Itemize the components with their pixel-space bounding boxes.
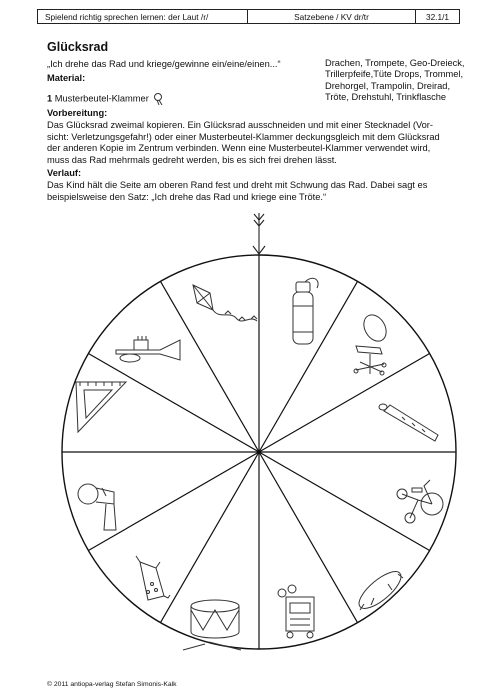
wheel-spoke: [259, 452, 430, 551]
procedure-heading: Verlauf:: [47, 168, 82, 178]
preparation-line: sicht: Verletzungsgefahr!) oder einer Musterbeutel-Klammer deckungsgleich mit dem Glücksrad: [47, 131, 440, 142]
header-page-number: 32.1/1: [425, 12, 450, 22]
material-count: 1: [47, 93, 53, 104]
wheel-spoke: [88, 354, 259, 453]
word-list-line: Trillerpfeife,Tüte Drops, Trommel,: [325, 69, 464, 80]
preparation-line: der anderen Kopie im Zentrum verbinden. Wenn eine Musterbeutel-Klammer verwendet wird,: [47, 143, 431, 154]
wheel-spoke: [259, 281, 358, 452]
word-list-line: Tröte, Drehstuhl, Trinkflasche: [325, 92, 447, 103]
preparation-heading: Vorbereitung:: [47, 108, 108, 118]
drink-bottle-icon: [293, 278, 318, 344]
office-chair-icon: [354, 311, 391, 375]
header-series-title: Spielend richtig sprechen lernen: der Laut /r/: [38, 10, 248, 23]
drum-icon: [183, 600, 241, 650]
set-square-icon: [76, 382, 126, 432]
whistle-icon: [78, 484, 116, 530]
wheel-spokes: [62, 255, 456, 649]
word-list-line: Drachen, Trompete, Geo-Dreieck,: [325, 58, 465, 68]
tricycle-icon: [397, 480, 443, 523]
word-list-line: Drehorgel, Trampolin, Dreirad,: [325, 80, 451, 91]
material-name: Musterbeutel-Klammer: [54, 93, 149, 104]
header-level: Satzebene / KV dr/tr: [248, 10, 416, 23]
procedure-line: beispielsweise den Satz: „Ich drehe das Rad und kriege eine Tröte.“: [47, 191, 327, 202]
barrel-organ-icon: [278, 585, 314, 638]
preparation-line: Das Glücksrad zweimal kopieren. Ein Glücksrad ausschneiden und mit einer Stecknadel (Vor-: [47, 120, 434, 130]
wheel-spoke: [161, 281, 260, 452]
copyright-footer: © 2011 antiopa-verlag Stefan Simonis-Kalk: [47, 681, 177, 688]
wheel-spoke: [161, 452, 260, 623]
page-title: Glücksrad: [47, 40, 109, 54]
target-sentence: „Ich drehe das Rad und kriege/gewinne ein/eine/einen...“: [47, 59, 281, 69]
pointer-arrow-icon: [253, 213, 265, 254]
preparation-line: muss das Rad mehrmals gedreht werden, bis es sich frei drehen lässt.: [47, 155, 337, 166]
procedure-line: Das Kind hält die Seite am oberen Rand fest und dreht mit Schwung das Rad. Dabei sagt es: [47, 180, 428, 190]
wheel-spoke: [259, 354, 430, 453]
party-horn-icon: [379, 404, 438, 441]
trumpet-icon: [116, 336, 180, 362]
kite-icon: [193, 285, 257, 321]
candy-bag-icon: [136, 556, 170, 600]
material-heading: Material:: [47, 73, 86, 83]
